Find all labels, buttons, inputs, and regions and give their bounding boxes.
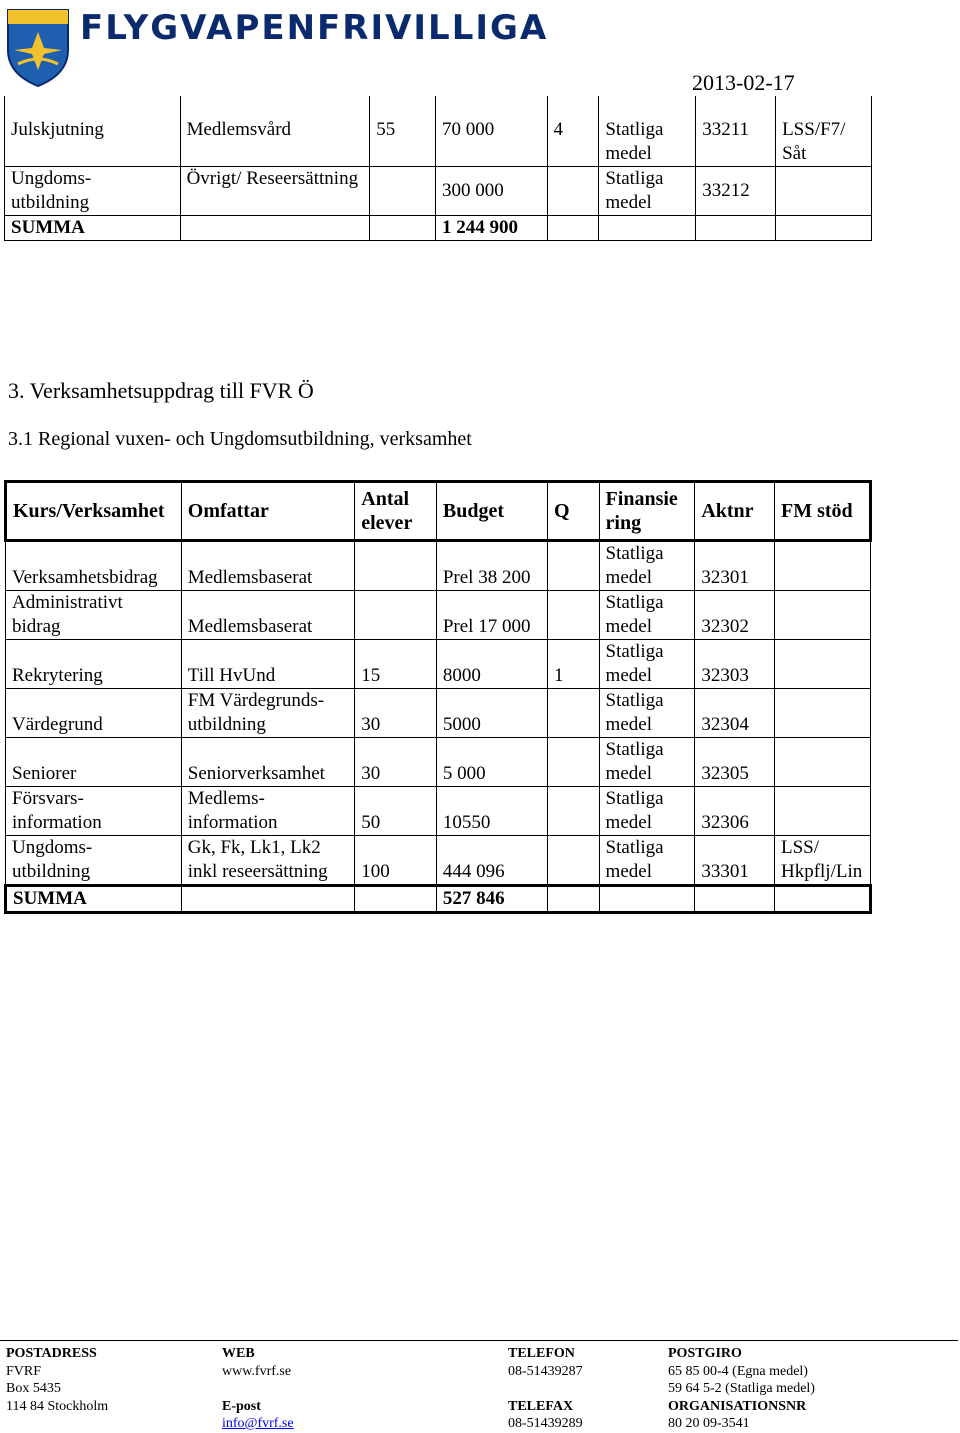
table-cell: 33212: [696, 167, 776, 216]
column-header: Omfattar: [181, 482, 354, 541]
table-cell: [548, 689, 600, 738]
table-cell: Statliga medel: [599, 541, 695, 591]
table-row: [6, 689, 871, 738]
footer-text: 80 20 09-3541: [668, 1416, 750, 1431]
table-cell: 100: [355, 836, 437, 886]
table-cell: 1: [548, 640, 600, 689]
table-cell: 32303: [695, 640, 775, 689]
section-heading: 3. Verksamhetsuppdrag till FVR Ö: [8, 378, 314, 403]
shield-icon: [4, 4, 72, 88]
table-row: [5, 167, 872, 216]
footer-label: TELEFAX: [508, 1398, 574, 1414]
table-row: [6, 640, 871, 689]
column-header: Aktnr: [695, 482, 775, 541]
footer-web: [222, 1345, 294, 1433]
table-cell: LSS/ Hkpflj/Lin: [774, 836, 870, 886]
footer-label: E-post: [222, 1398, 261, 1414]
table-cell: 30: [355, 689, 437, 738]
footer-text: 08-51439289: [508, 1416, 583, 1431]
footer-label: POSTGIRO: [668, 1346, 742, 1361]
table-cell: FM Värdegrunds- utbildning: [181, 689, 354, 738]
table-cell: Övrigt/ Reseersättning: [180, 167, 370, 216]
table-cell: [599, 886, 695, 913]
table-cell: [695, 886, 775, 913]
table-cell: [180, 216, 370, 241]
table-cell: Administrativt bidrag: [6, 591, 182, 640]
table-cell: 300 000: [435, 167, 547, 216]
footer-label: POSTADRESS: [6, 1346, 97, 1361]
table-cell: 4: [547, 96, 599, 167]
sum-row: [6, 886, 871, 913]
table-cell: [548, 886, 600, 913]
footer-text: 08-51439287: [508, 1363, 583, 1379]
table-cell: [355, 541, 437, 591]
table-cell: Statliga medel: [599, 738, 695, 787]
footer-text: 65 85 00-4 (Egna medel): [668, 1363, 808, 1379]
table-cell: Medlemsbaserat: [181, 591, 354, 640]
table-cell: [547, 216, 599, 241]
section-subheading: 3.1 Regional vuxen- och Ungdomsutbildning, verksamhet: [8, 428, 472, 450]
table-cell: 5000: [436, 689, 547, 738]
table-cell: 8000: [436, 640, 547, 689]
table-cell: Ungdoms- utbildning: [6, 836, 182, 886]
footer-text: Box 5435: [6, 1381, 61, 1396]
table-header-row: [6, 482, 871, 541]
footer-postgiro: [668, 1345, 815, 1433]
table-cell: [548, 836, 600, 886]
table-cell: Värdegrund: [6, 689, 182, 738]
table-cell: Medlemsbaserat: [181, 541, 354, 591]
table-cell: 5 000: [436, 738, 547, 787]
footer-text: 59 64 5-2 (Statliga medel): [668, 1381, 815, 1396]
table-cell: Julskjutning: [5, 96, 181, 167]
table-cell: [774, 541, 870, 591]
table-cell: Statliga medel: [599, 787, 695, 836]
logo: [4, 4, 72, 88]
column-header: Budget: [436, 482, 547, 541]
table-cell: [370, 216, 436, 241]
footer-label: ORGANISATIONSNR: [668, 1398, 807, 1414]
table-cell: 1 244 900: [435, 216, 547, 241]
table-cell: Seniorer: [6, 738, 182, 787]
table-cell: Statliga medel: [599, 836, 695, 886]
table-cell: Statliga medel: [599, 689, 695, 738]
table-cell: 32301: [695, 541, 775, 591]
column-header: Antal elever: [355, 482, 437, 541]
table-cell: 30: [355, 738, 437, 787]
footer-label: WEB: [222, 1346, 255, 1361]
table-cell: [547, 167, 599, 216]
table-cell: [776, 216, 872, 241]
footer-divider: [0, 1340, 958, 1341]
table-cell: Rekrytering: [6, 640, 182, 689]
table-cell: SUMMA: [5, 216, 181, 241]
sum-value: 527 846: [436, 886, 547, 913]
table-cell: 55: [370, 96, 436, 167]
document-date: 2013-02-17: [692, 70, 795, 95]
table-cell: [599, 216, 696, 241]
table-cell: [355, 886, 437, 913]
table-cell: 33211: [696, 96, 776, 167]
sum-label: SUMMA: [6, 886, 182, 913]
table-cell: 32306: [695, 787, 775, 836]
table-cell: Statliga medel: [599, 591, 695, 640]
table-row: [6, 541, 871, 591]
table-cell: [774, 886, 870, 913]
table-cell: [548, 738, 600, 787]
table-cell: [696, 216, 776, 241]
table-cell: 32304: [695, 689, 775, 738]
table-cell: [355, 591, 437, 640]
footer-text: FVRF: [6, 1363, 42, 1379]
table-cell: LSS/F7/ Såt: [776, 96, 872, 167]
table-cell: Ungdoms- utbildning: [5, 167, 181, 216]
footer-telefon: [508, 1345, 583, 1433]
table-cell: 32302: [695, 591, 775, 640]
table-cell: [548, 541, 600, 591]
table-cell: Gk, Fk, Lk1, Lk2 inkl reseersättning: [181, 836, 354, 886]
table-cell: Försvars- information: [6, 787, 182, 836]
table-row: [5, 216, 872, 241]
activity-table: [4, 480, 872, 914]
table-cell: [774, 640, 870, 689]
table-cell: [181, 886, 354, 913]
table-row: [6, 836, 871, 886]
table-cell: Verksamhetsbidrag: [6, 541, 182, 591]
column-header: Kurs/Verksamhet: [6, 482, 182, 541]
table-cell: Prel 17 000: [436, 591, 547, 640]
table-cell: 70 000: [435, 96, 547, 167]
footer-text: 114 84 Stockholm: [6, 1398, 109, 1414]
table-cell: Medlemsvård: [180, 96, 370, 167]
table-row: [6, 738, 871, 787]
table-cell: Till HvUnd: [181, 640, 354, 689]
table-cell: [548, 787, 600, 836]
table-cell: Statliga medel: [599, 167, 696, 216]
table-cell: Medlems- information: [181, 787, 354, 836]
table-cell: [370, 167, 436, 216]
footer-label: TELEFON: [508, 1346, 575, 1361]
footer-postadress: [6, 1345, 108, 1415]
table-cell: Prel 38 200: [436, 541, 547, 591]
table-row: [6, 591, 871, 640]
column-header: FM stöd: [774, 482, 870, 541]
column-header: Q: [548, 482, 600, 541]
continuation-table: [4, 96, 872, 241]
table-cell: [776, 167, 872, 216]
table-cell: Statliga medel: [599, 96, 696, 167]
website-link[interactable]: www.fvrf.se: [222, 1363, 292, 1379]
table-cell: [774, 738, 870, 787]
column-header: Finansie ring: [599, 482, 695, 541]
table-cell: 33301: [695, 836, 775, 886]
table-row: [6, 787, 871, 836]
table-cell: 15: [355, 640, 437, 689]
table-cell: 32305: [695, 738, 775, 787]
table-cell: Statliga medel: [599, 640, 695, 689]
table-cell: [774, 591, 870, 640]
table-cell: 50: [355, 787, 437, 836]
email-link[interactable]: info@fvrf.se: [222, 1416, 294, 1431]
table-cell: [548, 591, 600, 640]
brand-name: FLYGVAPENFRIVILLIGA: [80, 8, 549, 48]
table-cell: [774, 787, 870, 836]
table-cell: [774, 689, 870, 738]
table-cell: Seniorverksamhet: [181, 738, 354, 787]
table-cell: 10550: [436, 787, 547, 836]
table-row: [5, 96, 872, 167]
table-cell: 444 096: [436, 836, 547, 886]
